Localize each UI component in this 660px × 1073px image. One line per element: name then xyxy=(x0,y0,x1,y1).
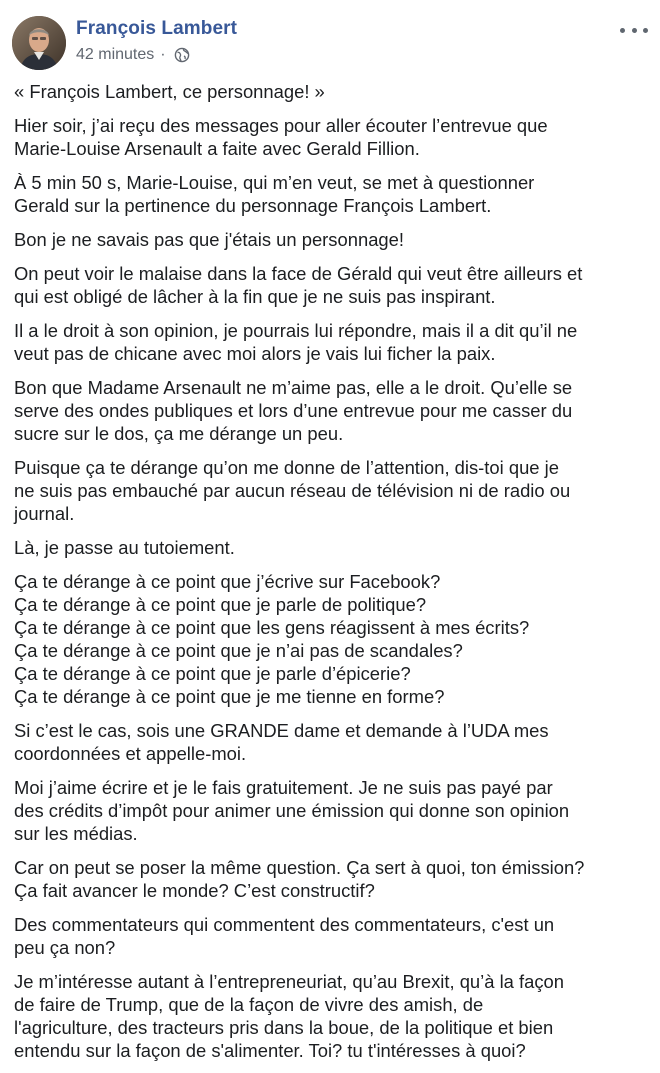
post-paragraph xyxy=(14,856,650,902)
post-text-line: de faire de Trump, que de la façon de vivre des amish, de xyxy=(14,994,484,1015)
post-text-line: veut pas de chicane avec moi alors je vais lui ficher la paix. xyxy=(14,343,496,364)
post-paragraph xyxy=(14,913,650,959)
post-text-line: « François Lambert, ce personnage! » xyxy=(14,81,325,102)
post-text-line: Il a le droit à son opinion, je pourrais lui répondre, mais il a dit qu’il ne xyxy=(14,320,578,341)
post-text-line: peu ça non? xyxy=(14,937,116,958)
post-paragraph xyxy=(14,776,650,845)
post-text-line: Hier soir, j’ai reçu des messages pour aller écouter l’entrevue que xyxy=(14,115,548,136)
post-text-line: À 5 min 50 s, Marie-Louise, qui m’en veut, se met à questionner xyxy=(14,172,535,193)
post-text-line: Si c’est le cas, sois une GRANDE dame et demande à l’UDA mes xyxy=(14,720,549,741)
post-text-line: Ça te dérange à ce point que je parle d’épicerie? xyxy=(14,663,411,684)
author-avatar[interactable] xyxy=(12,16,66,70)
post-meta xyxy=(76,46,190,64)
post-timestamp[interactable]: 42 minutes xyxy=(76,46,155,63)
post-paragraph xyxy=(14,228,650,251)
more-options-icon[interactable] xyxy=(620,20,648,40)
post-paragraph xyxy=(14,80,650,103)
post-text-line: Des commentateurs qui commentent des commentateurs, c'est un xyxy=(14,914,555,935)
post-text xyxy=(14,80,650,1073)
post-text-line: Bon je ne savais pas que j'étais un personnage! xyxy=(14,229,404,250)
post-text-line: Ça fait avancer le monde? C’est constructif? xyxy=(14,880,375,901)
post-text-line: coordonnées et appelle-moi. xyxy=(14,743,247,764)
post-text-line: Puisque ça te dérange qu’on me donne de l’attention, dis-toi que je xyxy=(14,457,559,478)
post-text-line: Gerald sur la pertinence du personnage François Lambert. xyxy=(14,195,492,216)
post-text-line: Là, je passe au tutoiement. xyxy=(14,537,235,558)
post-text-line: Je m’intéresse autant à l’entrepreneuriat, qu’au Brexit, qu’à la façon xyxy=(14,971,564,992)
post-text-line: sur les médias. xyxy=(14,823,138,844)
post-paragraph xyxy=(14,376,650,445)
post-paragraph xyxy=(14,262,650,308)
post-text-line: ne suis pas embauché par aucun réseau de télévision ni de radio ou xyxy=(14,480,571,501)
post-paragraph xyxy=(14,970,650,1062)
post-text-line: journal. xyxy=(14,503,75,524)
post-text-line: Ça te dérange à ce point que les gens réagissent à mes écrits? xyxy=(14,617,530,638)
post-text-line: Moi j’aime écrire et je le fais gratuitement. Je ne suis pas payé par xyxy=(14,777,553,798)
post-paragraph xyxy=(14,456,650,525)
post-text-line: sucre sur le dos, ça me dérange un peu. xyxy=(14,423,344,444)
post-text-line: Bon que Madame Arsenault ne m’aime pas, elle a le droit. Qu’elle se xyxy=(14,377,573,398)
post-paragraph xyxy=(14,570,650,708)
post-text-line: Car on peut se poser la même question. Ça sert à quoi, ton émission? xyxy=(14,857,585,878)
post-text-line: entendu sur la façon de s'alimenter. Toi? tu t'intéresses à quoi? xyxy=(14,1040,526,1061)
post-text-line: Ça te dérange à ce point que j’écrive sur Facebook? xyxy=(14,571,441,592)
avatar-image xyxy=(12,16,66,70)
post-text-line: On peut voir le malaise dans la face de Gérald qui veut être ailleurs et xyxy=(14,263,583,284)
post-text-line: des crédits d’impôt pour animer une émission qui donne son opinion xyxy=(14,800,570,821)
post-text-line: Marie-Louise Arsenault a faite avec Gerald Fillion. xyxy=(14,138,420,159)
post-text-line: Ça te dérange à ce point que je parle de politique? xyxy=(14,594,427,615)
post-paragraph xyxy=(14,319,650,365)
post-text-line: Ça te dérange à ce point que je n’ai pas de scandales? xyxy=(14,640,463,661)
meta-separator: · xyxy=(160,46,166,63)
author-name[interactable]: François Lambert xyxy=(76,18,238,39)
post-text-line: l'agriculture, des tracteurs pris dans la boue, de la politique et bien xyxy=(14,1017,554,1038)
post-text-line: Ça te dérange à ce point que je me tienne en forme? xyxy=(14,686,445,707)
post-text-line: serve des ondes publiques et lors d’une entrevue pour me casser du xyxy=(14,400,573,421)
post-paragraph xyxy=(14,171,650,217)
post-paragraph xyxy=(14,114,650,160)
post-paragraph xyxy=(14,719,650,765)
globe-icon[interactable] xyxy=(174,47,190,63)
post-header xyxy=(12,14,648,74)
post-text-line: qui est obligé de lâcher à la fin que je ne suis pas inspirant. xyxy=(14,286,496,307)
post-paragraph xyxy=(14,536,650,559)
